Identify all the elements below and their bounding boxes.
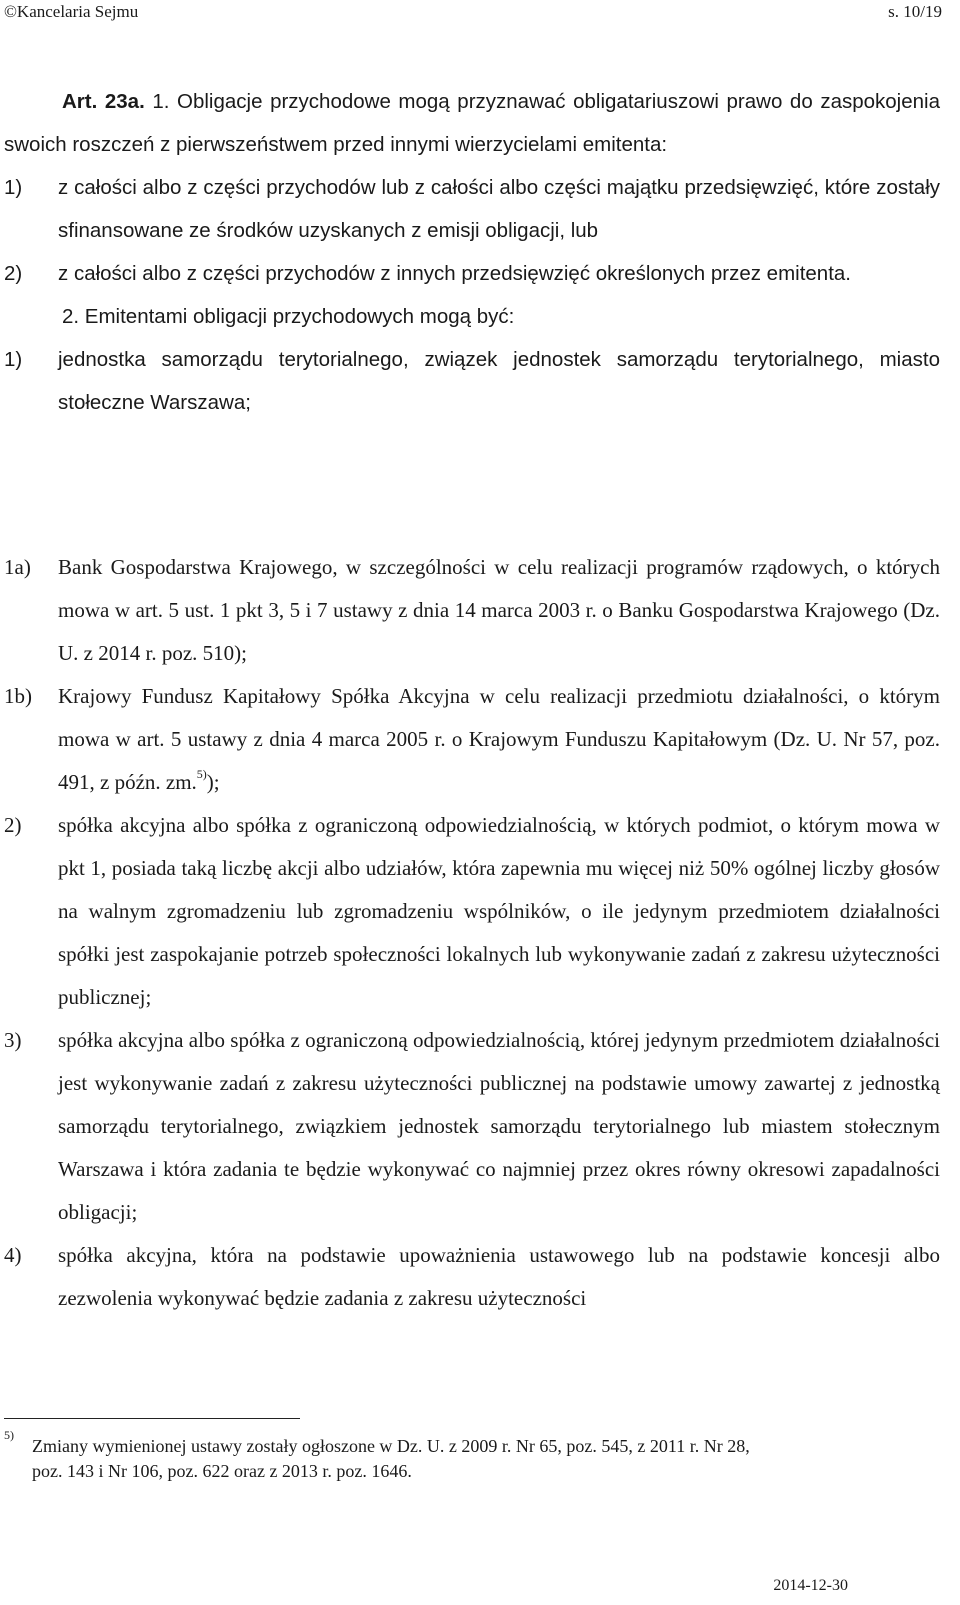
paragraph-2-item bbox=[4, 338, 940, 424]
header-page-number: s. 10/19 bbox=[888, 2, 942, 21]
paragraph-2-item bbox=[4, 546, 940, 675]
footnote-separator bbox=[4, 1418, 300, 1419]
footnote bbox=[4, 1428, 860, 1484]
page-footer-date: 2014-12-30 bbox=[773, 1577, 848, 1594]
item-text: z całości albo z części przychodów z innych przedsięwzięć określonych przez emitenta. bbox=[58, 262, 852, 285]
item-number: 2) bbox=[4, 813, 22, 837]
item-number: 3) bbox=[4, 1028, 22, 1052]
item-text-tail: ); bbox=[206, 770, 220, 794]
paragraph-1-item bbox=[4, 252, 940, 295]
item-text: jednostka samorządu terytorialnego, związek jednostek samorządu terytorialnego, miasto stołeczne Warszawa; bbox=[58, 348, 940, 414]
item-number: 1a) bbox=[4, 555, 31, 579]
item-number: 4) bbox=[4, 1243, 22, 1267]
item-number: 1) bbox=[4, 176, 23, 199]
item-text: z całości albo z części przychodów lub z całości albo części majątku przedsięwzięć, które zostały sfinansowane ze środków uzyskanych z emisji obligacji, lub bbox=[58, 176, 940, 242]
paragraph-1-item bbox=[4, 166, 940, 252]
paragraph-2-item bbox=[4, 1234, 940, 1320]
item-text: spółka akcyjna, która na podstawie upoważnienia ustawowego lub na podstawie koncesji albo zezwolenia wykonywać będzie zadania z zakresu użyteczności bbox=[58, 1243, 940, 1310]
article-paragraph-2 bbox=[4, 295, 940, 338]
item-number: 1b) bbox=[4, 684, 32, 708]
article-sans-section bbox=[4, 80, 940, 424]
paragraph-1-lead: 1. Obligacje przychodowe mogą przyznawać obligatariuszowi prawo do zaspokojenia swoich roszczeń z pierwszeństwem przed innymi wierzycielami emitenta: bbox=[4, 90, 940, 156]
item-text: spółka akcyjna albo spółka z ograniczoną odpowiedzialnością, której jedynym przedmiotem działalności jest wykonywanie zadań z zakresu użyteczności publicznej na podstawie umowy zawartej z jednostką samorządu terytorialnego, związkiem jednostek samorządu terytorialnego lub miastem stołecznym Warszawa i która zadania te będzie wykonywać co najmniej przez okres równy okresowi zapadalności obligacji; bbox=[58, 1028, 940, 1224]
footnote-text bbox=[4, 1434, 860, 1484]
item-text: Krajowy Fundusz Kapitałowy Spółka Akcyjna w celu realizacji przedmiotu działalności, o którym mowa w art. 5 ustawy z dnia 4 marca 2005 r. o Krajowym Funduszu Kapitałowym (Dz. U. Nr 57, poz. 491, z późn. zm. bbox=[58, 684, 940, 794]
footnote-line: Zmiany wymienionej ustawy zostały ogłoszone w Dz. U. z 2009 r. Nr 65, poz. 545, z 2011 r. Nr 28, bbox=[32, 1436, 750, 1456]
article-serif-section bbox=[4, 546, 940, 1320]
item-number: 2) bbox=[4, 262, 23, 285]
paragraph-2-item bbox=[4, 675, 940, 804]
footnote-reference[interactable]: 5) bbox=[196, 767, 207, 781]
article-label: Art. 23a. bbox=[62, 90, 145, 113]
footnote-line: poz. 143 i Nr 106, poz. 622 oraz z 2013 r. poz. 1646. bbox=[32, 1461, 412, 1481]
item-number: 1) bbox=[4, 348, 23, 371]
article-paragraph-1 bbox=[4, 80, 940, 166]
item-text: Bank Gospodarstwa Krajowego, w szczególności w celu realizacji programów rządowych, o których mowa w art. 5 ust. 1 pkt 3, 5 i 7 ustawy z dnia 14 marca 2003 r. o Banku Gospodarstwa Krajowego (Dz. U. z 2014 r. poz. 510); bbox=[58, 555, 940, 665]
item-text: spółka akcyjna albo spółka z ograniczoną odpowiedzialnością, w których podmiot, o którym mowa w pkt 1, posiada taką liczbę akcji albo udziałów, która zapewnia mu więcej niż 50% ogólnej liczby głosów na walnym zgromadzeniu lub zgromadzeniu wspólników, o ile jedynym przedmiotem działalności spółki jest zaspokajanie potrzeb społeczności lokalnych lub wykonywanie zadań z zakresu użyteczności publicznej; bbox=[58, 813, 940, 1009]
page-header bbox=[4, 0, 942, 24]
paragraph-2-lead: 2. Emitentami obligacji przychodowych mogą być: bbox=[62, 305, 515, 328]
footnote-mark: 5) bbox=[4, 1428, 14, 1442]
paragraph-2-item bbox=[4, 1019, 940, 1234]
header-copyright: ©Kancelaria Sejmu bbox=[4, 2, 139, 21]
paragraph-2-item bbox=[4, 804, 940, 1019]
